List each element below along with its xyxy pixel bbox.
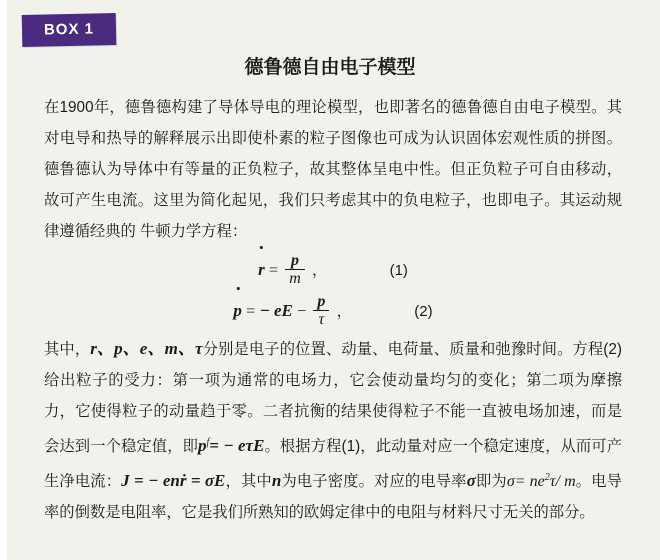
- equation-1-expression: [258, 253, 408, 288]
- paragraph-2-symbol-sigma: σ: [466, 471, 476, 491]
- paragraph-1: 在1900年，德鲁德构建了导体导电的理论模型，也即著名的德鲁德自由电子模型。其对电导和热导的解释展示出即使朴素的粒子图像也可成为认识固体宏观性质的拼图。德鲁德认为导体中有等量的正负粒子，故其整体呈电中性。但正负粒子可自由移动，故可产生电流。这里为简化起见，我们只考虑其中的负电粒子，也即电子。其运动规律遵循经典的 牛顿力学方程：: [44, 99, 622, 240]
- equation-2-denominator: τ: [313, 310, 329, 328]
- paragraph-2-symbol-n: n: [271, 471, 282, 491]
- paragraph-2-symbols: r、p、e、m、τ: [90, 339, 203, 358]
- article-body: [44, 92, 622, 528]
- page-title: 德鲁德自由电子模型: [244, 57, 416, 78]
- inline-equation-conductivity: $\sigma= ne^2\tau/$ m: [506, 472, 576, 491]
- left-margin-rule: [0, 0, 7, 560]
- equation-2-expression: [233, 294, 432, 329]
- paragraph-2-segment-2: 分别是电子的位置、动量、电荷量、质量和弛豫时间。方程(2)给出粒子的受力：第一项为通常的电场力，它会使动量均匀的变化；第二项为摩擦力，它使得粒子的动量趋于零。二者抗衡的结果使得粒子不能一直被电场加速，而是会达到一个稳定值，即: [44, 341, 622, 456]
- paragraph-2-segment-5: 为电子密度。对应的电导率: [281, 473, 467, 491]
- equation-1-number: (1): [389, 261, 408, 279]
- inline-equation-momentum: $p^f= - e\tau E$: [198, 436, 265, 456]
- paragraph-2-segment-1: 其中，: [44, 341, 91, 358]
- equation-1-denominator: m: [285, 269, 305, 287]
- equation-1: [44, 253, 622, 288]
- inline-equation-current: J = − enṙ = σE: [121, 471, 226, 491]
- equation-2-lhs: p: [233, 294, 242, 328]
- equation-1-numerator: p: [291, 251, 299, 269]
- paragraph-2-segment-4: ，其中: [225, 473, 272, 491]
- paragraph-2-segment-6: 即为: [475, 473, 507, 491]
- paragraph-2-segment-3: 。根据方程(1)，此动量对应一个稳定速度，从而可产生净电流：: [44, 438, 622, 491]
- paragraph-2-segment-7: 。电导率的倒数是电阻率，它是我们所熟知的欧姆定律中的电阻与材料尺寸无关的部分。: [44, 473, 622, 522]
- dot-accent-icon: [260, 246, 263, 249]
- equation-2-equals: =: [246, 303, 256, 320]
- equation-2-minus: −: [297, 303, 307, 320]
- equation-2-numerator: p: [317, 292, 326, 310]
- equation-2-comma: ，: [336, 303, 352, 320]
- equation-1-equals: =: [268, 262, 278, 279]
- equation-1-fraction: [285, 253, 305, 287]
- equation-2-fraction: [313, 294, 329, 328]
- equation-2: [44, 294, 622, 329]
- equation-2-number: (2): [414, 302, 433, 320]
- equation-1-lhs: r: [258, 253, 265, 287]
- equation-1-comma: ，: [312, 262, 328, 279]
- dot-accent-icon: [236, 287, 239, 290]
- box-label-badge: BOX 1: [22, 13, 117, 47]
- equation-2-first-term: − eE: [259, 301, 293, 320]
